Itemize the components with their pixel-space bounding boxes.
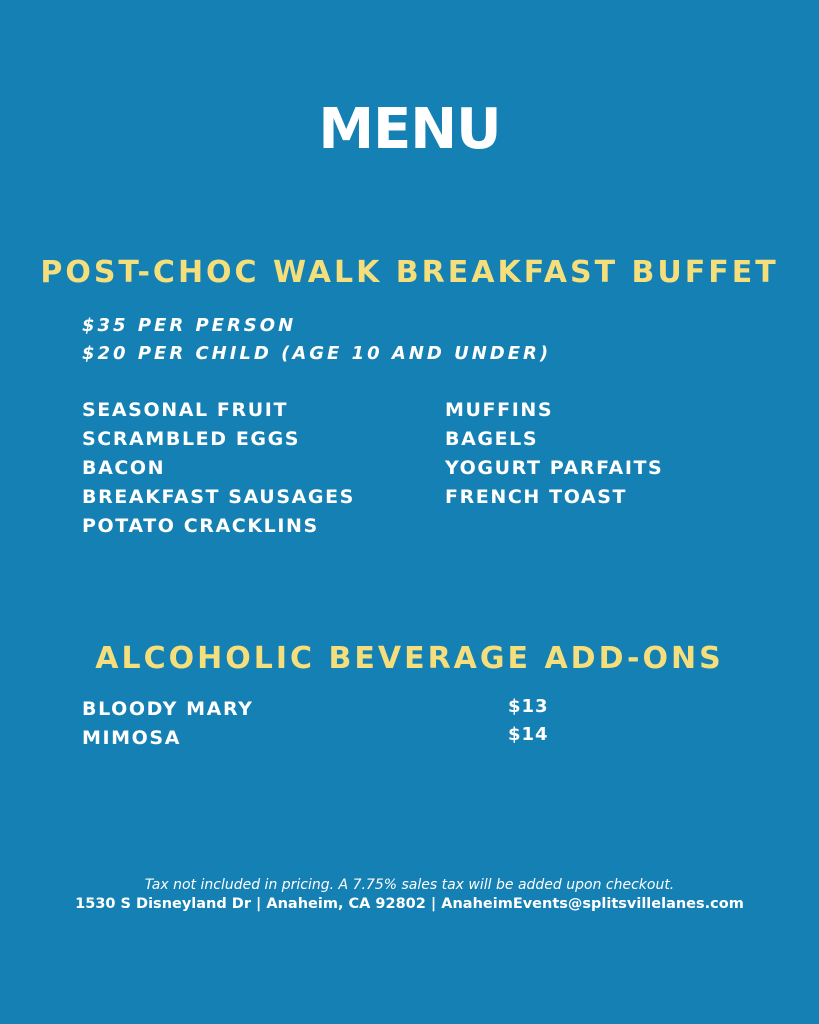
breakfast-heading: POST-CHOC WALK BREAKFAST BUFFET <box>40 255 779 290</box>
breakfast-items-right <box>445 396 663 512</box>
footer <box>0 876 819 914</box>
breakfast-prices <box>82 312 551 368</box>
beverage-name: BLOODY MARY <box>82 698 254 720</box>
beverage-prices <box>508 693 549 749</box>
menu-title: MENU <box>318 97 501 162</box>
menu-item: BAGELS <box>445 428 539 450</box>
menu-item: FRENCH TOAST <box>445 486 628 508</box>
tax-note: Tax not included in pricing. A 7.75% sales tax will be added upon checkout. <box>144 877 675 893</box>
price-per-child: $20 PER CHILD (AGE 10 AND UNDER) <box>82 343 552 364</box>
contact-info: 1530 S Disneyland Dr | Anaheim, CA 92802 | AnaheimEvents@splitsvillelanes.com <box>75 896 744 912</box>
beverage-price: $14 <box>508 724 549 745</box>
breakfast-items-left <box>82 396 355 541</box>
beverage-price: $13 <box>508 696 549 717</box>
menu-item: YOGURT PARFAITS <box>445 457 664 479</box>
menu-item: BACON <box>82 457 166 479</box>
menu-item: BREAKFAST SAUSAGES <box>82 486 355 508</box>
beverages-heading: ALCOHOLIC BEVERAGE ADD-ONS <box>95 641 724 676</box>
price-per-person: $35 PER PERSON <box>82 315 297 336</box>
menu-item: POTATO CRACKLINS <box>82 515 319 537</box>
menu-item: SCRAMBLED EGGS <box>82 428 301 450</box>
menu-item: SEASONAL FRUIT <box>82 399 288 421</box>
beverage-names <box>82 695 254 753</box>
menu-item: MUFFINS <box>445 399 554 421</box>
beverage-name: MIMOSA <box>82 727 182 749</box>
